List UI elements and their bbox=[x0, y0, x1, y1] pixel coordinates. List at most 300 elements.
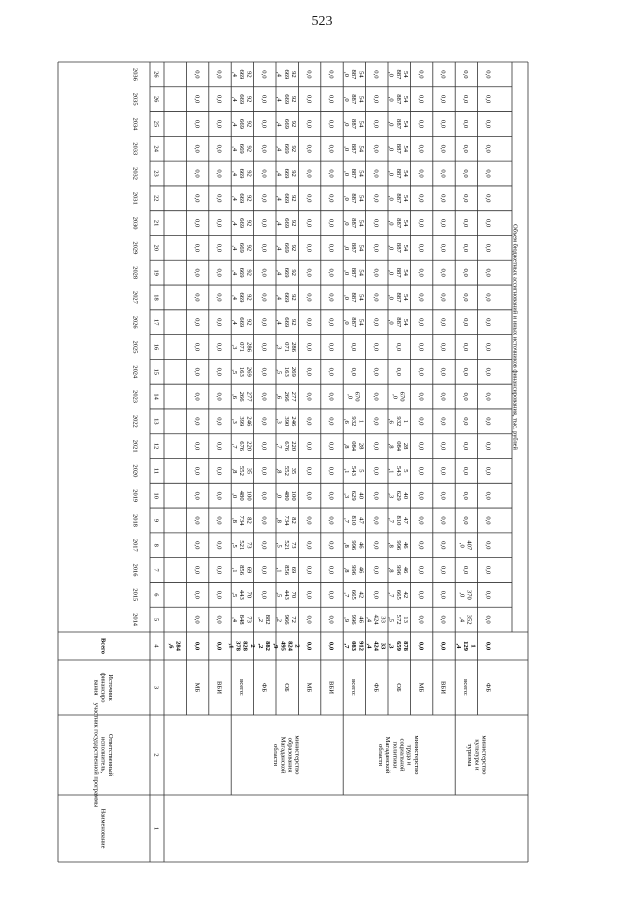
cell-value-4-2029 bbox=[261, 244, 268, 253]
svg-text:3: 3 bbox=[152, 685, 160, 690]
svg-text:572: 572 bbox=[394, 614, 402, 625]
cell-value-7-2014 bbox=[328, 615, 335, 624]
svg-text:887: 887 bbox=[350, 292, 358, 303]
svg-text:0,0: 0,0 bbox=[305, 516, 313, 525]
svg-text:163: 163 bbox=[282, 366, 290, 377]
svg-text:МБ: МБ bbox=[305, 682, 313, 693]
cell-value-13-2019 bbox=[462, 492, 469, 501]
cell-value-1-2032 bbox=[193, 169, 200, 178]
svg-text:0,0: 0,0 bbox=[462, 392, 470, 401]
cell-value-3-2019 bbox=[231, 491, 252, 502]
cell-value-6-2032 bbox=[305, 169, 312, 178]
svg-text:669: 669 bbox=[282, 69, 290, 80]
svg-text:0,0: 0,0 bbox=[327, 169, 335, 178]
svg-text:495: 495 bbox=[279, 641, 287, 651]
cell-value-8-2026 bbox=[343, 317, 364, 328]
svg-text:,0: ,0 bbox=[342, 220, 350, 226]
svg-text:,5: ,5 bbox=[387, 617, 395, 623]
svg-text:92: 92 bbox=[245, 318, 253, 326]
svg-text:54: 54 bbox=[357, 71, 365, 78]
svg-text:,0: ,0 bbox=[387, 171, 395, 176]
svg-text:,4: ,4 bbox=[275, 146, 283, 152]
svg-text:,8: ,8 bbox=[342, 567, 350, 573]
cell-value-10-2035 bbox=[388, 94, 409, 105]
cell-value-3-2021 bbox=[231, 441, 252, 452]
cell-value-14-2030 bbox=[485, 219, 492, 228]
svg-text:72: 72 bbox=[290, 616, 298, 623]
svg-text:0,0: 0,0 bbox=[462, 70, 470, 79]
svg-text:669: 669 bbox=[282, 119, 290, 129]
svg-text:669: 669 bbox=[238, 94, 246, 105]
svg-text:0,0: 0,0 bbox=[417, 342, 425, 352]
svg-text:0,0: 0,0 bbox=[417, 565, 425, 575]
svg-text:932: 932 bbox=[394, 416, 402, 427]
cell-value-6-2014 bbox=[305, 615, 312, 624]
svg-text:100: 100 bbox=[290, 490, 298, 501]
svg-text:,0: ,0 bbox=[342, 146, 350, 152]
svg-text:0,0: 0,0 bbox=[260, 169, 268, 178]
svg-text:0,0: 0,0 bbox=[484, 293, 492, 302]
cell-value-13-2035 bbox=[462, 95, 469, 104]
svg-text:0,0: 0,0 bbox=[372, 218, 380, 228]
svg-text:0,0: 0,0 bbox=[439, 565, 447, 575]
cell-value-6-2033 bbox=[305, 145, 312, 154]
svg-text:0,0: 0,0 bbox=[215, 293, 223, 302]
svg-text:,2: ,2 bbox=[256, 617, 264, 623]
svg-text:,8: ,8 bbox=[387, 443, 395, 449]
svg-text:ФБ: ФБ bbox=[484, 683, 492, 692]
total-value-7 bbox=[328, 642, 335, 651]
svg-text:932: 932 bbox=[350, 416, 358, 427]
cell-value-11-2031 bbox=[417, 194, 424, 203]
svg-text:665: 665 bbox=[350, 589, 358, 600]
svg-text:92: 92 bbox=[290, 318, 298, 326]
svg-text:0,0: 0,0 bbox=[417, 641, 425, 651]
column-number-17 bbox=[153, 319, 160, 326]
svg-text:521: 521 bbox=[282, 540, 290, 551]
cell-value-1-2028 bbox=[193, 269, 200, 278]
cell-value-8-2032 bbox=[343, 169, 364, 180]
cell-value-4-2035 bbox=[261, 95, 268, 104]
svg-text:92: 92 bbox=[290, 71, 298, 78]
svg-text:82: 82 bbox=[245, 517, 253, 524]
cell-value-1-2024 bbox=[193, 368, 200, 377]
svg-text:25: 25 bbox=[152, 120, 160, 128]
column-number-6 bbox=[153, 593, 160, 596]
svg-text:46: 46 bbox=[402, 566, 410, 574]
svg-text:0,0: 0,0 bbox=[462, 367, 470, 376]
cell-value-1-2015 bbox=[193, 591, 200, 600]
cell-value-13-2027 bbox=[462, 293, 469, 302]
svg-text:92: 92 bbox=[245, 219, 253, 227]
cell-value-14-2015 bbox=[485, 591, 492, 600]
cell-value-1-2017 bbox=[193, 541, 200, 550]
cell-value-9-2017 bbox=[373, 541, 380, 550]
svg-text:996: 996 bbox=[394, 565, 402, 575]
svg-text:0,0: 0,0 bbox=[484, 590, 492, 599]
cell-value-5-2018 bbox=[276, 516, 297, 527]
cell-value-2-2035 bbox=[216, 95, 223, 104]
svg-text:887: 887 bbox=[350, 168, 358, 179]
funding-source-5 bbox=[283, 683, 290, 692]
svg-text:46: 46 bbox=[357, 616, 365, 623]
cell-value-11-2015 bbox=[417, 591, 424, 600]
year-header-2026 bbox=[132, 316, 139, 329]
svg-text:,1: ,1 bbox=[275, 567, 283, 573]
svg-text:0,0: 0,0 bbox=[193, 491, 201, 500]
svg-text:,4: ,4 bbox=[458, 617, 466, 623]
svg-text:2014: 2014 bbox=[131, 613, 139, 626]
svg-text:0,0: 0,0 bbox=[462, 466, 470, 476]
svg-text:0,0: 0,0 bbox=[350, 342, 358, 352]
svg-text:887: 887 bbox=[394, 193, 402, 204]
svg-text:887: 887 bbox=[350, 218, 358, 229]
svg-text:54: 54 bbox=[357, 170, 365, 177]
svg-text:0,0: 0,0 bbox=[215, 392, 223, 401]
total-value-10 bbox=[388, 641, 409, 652]
svg-text:0,0: 0,0 bbox=[305, 268, 313, 277]
svg-text:,0: ,0 bbox=[342, 245, 350, 251]
svg-text:996: 996 bbox=[394, 540, 402, 551]
svg-text:,8: ,8 bbox=[230, 518, 238, 523]
svg-text:0,0: 0,0 bbox=[260, 70, 268, 79]
svg-text:676: 676 bbox=[282, 441, 290, 452]
svg-text:0,0: 0,0 bbox=[305, 318, 313, 327]
cell-value-3-2030 bbox=[231, 218, 252, 229]
cell-value-12-2033 bbox=[440, 145, 447, 154]
cell-value-3-2027 bbox=[231, 292, 252, 303]
svg-text:54: 54 bbox=[357, 294, 365, 301]
year-header-2014 bbox=[132, 613, 139, 627]
svg-text:0,0: 0,0 bbox=[372, 70, 380, 79]
svg-text:0,0: 0,0 bbox=[327, 144, 335, 153]
cell-value-3-2020 bbox=[231, 466, 252, 476]
svg-text:2: 2 bbox=[152, 753, 160, 757]
svg-text:47: 47 bbox=[402, 517, 410, 524]
svg-text:0,0: 0,0 bbox=[462, 293, 470, 302]
cell-value-13-2034 bbox=[462, 120, 469, 129]
cell-value-14-2016 bbox=[485, 566, 492, 575]
svg-text:0,0: 0,0 bbox=[372, 367, 380, 376]
cell-value-14-2028 bbox=[485, 269, 492, 278]
funding-source-2 bbox=[216, 681, 223, 694]
svg-text:,8: ,8 bbox=[275, 468, 283, 474]
svg-text:084: 084 bbox=[394, 441, 402, 452]
svg-text:828: 828 bbox=[241, 641, 249, 651]
cell-value-10-2028 bbox=[388, 268, 409, 279]
svg-text:0,0: 0,0 bbox=[372, 491, 380, 500]
svg-text:071: 071 bbox=[238, 342, 246, 352]
svg-text:887: 887 bbox=[394, 317, 402, 328]
svg-text:0,0: 0,0 bbox=[327, 442, 335, 451]
svg-text:0,0: 0,0 bbox=[439, 194, 447, 203]
svg-text:,4: ,4 bbox=[275, 171, 283, 176]
svg-text:0,0: 0,0 bbox=[417, 590, 425, 599]
svg-text:,4: ,4 bbox=[230, 171, 238, 176]
svg-text:,8: ,8 bbox=[342, 542, 350, 548]
cell-value-9-2023 bbox=[373, 392, 380, 401]
cell-value-11-2025 bbox=[417, 343, 424, 352]
svg-text:0,0: 0,0 bbox=[327, 243, 335, 252]
svg-text:480: 480 bbox=[238, 490, 246, 501]
cell-value-6-2030 bbox=[305, 219, 312, 228]
cell-value-10-2031 bbox=[388, 193, 409, 204]
svg-text:0,0: 0,0 bbox=[305, 615, 313, 624]
svg-text:,0: ,0 bbox=[346, 394, 354, 400]
cell-value-7-2020 bbox=[328, 467, 335, 476]
svg-text:0,0: 0,0 bbox=[372, 144, 380, 153]
cell-value-4-2030 bbox=[261, 219, 268, 228]
svg-text:0,0: 0,0 bbox=[215, 641, 223, 651]
svg-text:0,0: 0,0 bbox=[327, 541, 335, 550]
svg-text:,6: ,6 bbox=[167, 643, 175, 649]
svg-text:2025: 2025 bbox=[131, 340, 139, 354]
svg-text:887: 887 bbox=[394, 242, 402, 253]
svg-text:0,0: 0,0 bbox=[193, 169, 201, 178]
total-column-header bbox=[100, 638, 107, 654]
cell-value-7-2026 bbox=[328, 318, 335, 327]
svg-text:669: 669 bbox=[238, 143, 246, 154]
svg-text:,8: ,8 bbox=[275, 518, 283, 523]
svg-text:0,0: 0,0 bbox=[193, 119, 201, 129]
svg-text:669: 669 bbox=[238, 119, 246, 129]
svg-text:,6: ,6 bbox=[342, 418, 350, 424]
cell-value-3-2033 bbox=[231, 144, 252, 155]
svg-text:,4: ,4 bbox=[365, 643, 373, 649]
svg-text:5: 5 bbox=[357, 469, 365, 473]
svg-text:ВБИ: ВБИ bbox=[439, 681, 447, 694]
svg-text:0,0: 0,0 bbox=[462, 144, 470, 153]
cell-value-1-2025 bbox=[193, 343, 200, 352]
svg-text:2030: 2030 bbox=[131, 216, 139, 230]
column-number-18 bbox=[153, 294, 160, 300]
svg-text:24: 24 bbox=[152, 145, 160, 152]
cell-value-5-2034 bbox=[276, 119, 297, 130]
svg-text:286: 286 bbox=[245, 342, 253, 352]
svg-text:образования: образования bbox=[286, 737, 294, 773]
svg-text:734: 734 bbox=[282, 515, 290, 526]
cell-value-6-2021 bbox=[305, 442, 312, 451]
svg-text:,4: ,4 bbox=[365, 617, 373, 623]
svg-text:887: 887 bbox=[394, 292, 402, 303]
svg-text:54: 54 bbox=[402, 170, 410, 177]
cell-value-10-2032 bbox=[388, 169, 409, 180]
cell-value-14-2034 bbox=[485, 120, 492, 129]
cell-value-4-2021 bbox=[261, 442, 268, 451]
year-header-2024 bbox=[132, 365, 139, 379]
cell-value-9-2029 bbox=[373, 244, 380, 253]
svg-text:,0: ,0 bbox=[387, 121, 395, 127]
cell-value-6-2017 bbox=[305, 541, 312, 550]
svg-text:0,0: 0,0 bbox=[193, 565, 201, 575]
svg-text:Наименование: Наименование bbox=[99, 808, 107, 849]
cell-value-2-2032 bbox=[216, 169, 223, 178]
cell-value-1-2014 bbox=[193, 615, 200, 624]
svg-text:0,0: 0,0 bbox=[372, 318, 380, 327]
svg-text:социальной: социальной bbox=[398, 738, 406, 772]
svg-text:0,0: 0,0 bbox=[215, 144, 223, 153]
svg-text:0,0: 0,0 bbox=[260, 194, 268, 203]
cell-value-13-2014 bbox=[459, 615, 473, 625]
svg-text:0,0: 0,0 bbox=[439, 95, 447, 104]
svg-text:0,0: 0,0 bbox=[193, 342, 201, 352]
svg-text:0,0: 0,0 bbox=[439, 466, 447, 476]
cell-value-1-2030 bbox=[193, 219, 200, 228]
svg-text:,0: ,0 bbox=[387, 146, 395, 152]
svg-text:0,0: 0,0 bbox=[215, 417, 223, 426]
svg-text:,4: ,4 bbox=[230, 96, 238, 102]
svg-text:0,0: 0,0 bbox=[305, 417, 313, 426]
svg-text:887: 887 bbox=[394, 267, 402, 278]
year-header-2034 bbox=[132, 118, 139, 132]
cell-value-3-2026 bbox=[231, 317, 252, 328]
svg-text:0,0: 0,0 bbox=[215, 119, 223, 129]
svg-text:0,0: 0,0 bbox=[372, 516, 380, 525]
svg-text:46: 46 bbox=[357, 566, 365, 574]
cell-value-7-2022 bbox=[328, 417, 335, 426]
svg-text:669: 669 bbox=[282, 292, 290, 303]
svg-text:100: 100 bbox=[245, 490, 253, 501]
svg-text:0,0: 0,0 bbox=[462, 516, 470, 525]
svg-text:0,0: 0,0 bbox=[260, 541, 268, 550]
svg-text:26: 26 bbox=[152, 95, 160, 103]
svg-text:,3: ,3 bbox=[342, 493, 350, 499]
svg-text:73: 73 bbox=[245, 541, 253, 549]
svg-text:10: 10 bbox=[152, 492, 160, 499]
svg-text:0,0: 0,0 bbox=[484, 466, 492, 476]
svg-text:14: 14 bbox=[152, 393, 160, 400]
svg-text:,5: ,5 bbox=[230, 592, 238, 598]
total-value-11 bbox=[417, 642, 424, 651]
cell-value-9-2019 bbox=[373, 492, 380, 501]
svg-text:0,0: 0,0 bbox=[484, 70, 492, 79]
svg-text:54: 54 bbox=[357, 145, 365, 153]
cell-value-14-2031 bbox=[485, 194, 492, 203]
svg-text:ОБ: ОБ bbox=[282, 683, 290, 692]
svg-text:92: 92 bbox=[290, 170, 298, 177]
column-number-26 bbox=[153, 71, 160, 77]
svg-text:18: 18 bbox=[152, 294, 160, 301]
svg-text:92: 92 bbox=[290, 95, 298, 103]
svg-text:,4: ,4 bbox=[275, 96, 283, 102]
svg-text:163: 163 bbox=[238, 366, 246, 377]
cell-value-13-2028 bbox=[462, 269, 469, 278]
cell-value-14-2027 bbox=[485, 293, 492, 302]
cell-value-8-2020 bbox=[343, 466, 364, 477]
svg-text:2020: 2020 bbox=[131, 464, 139, 478]
svg-text:0,0: 0,0 bbox=[193, 268, 201, 277]
svg-text:0,0: 0,0 bbox=[484, 243, 492, 252]
svg-text:543: 543 bbox=[350, 465, 358, 476]
svg-text:352: 352 bbox=[465, 614, 473, 625]
svg-text:0,0: 0,0 bbox=[193, 541, 201, 550]
svg-text:0,0: 0,0 bbox=[484, 392, 492, 401]
svg-text:2024: 2024 bbox=[131, 365, 139, 379]
svg-text:92: 92 bbox=[290, 145, 298, 153]
svg-text:7: 7 bbox=[152, 568, 160, 572]
cell-value-12-2021 bbox=[440, 442, 447, 451]
cell-value-7-2027 bbox=[328, 293, 335, 302]
svg-text:0,0: 0,0 bbox=[439, 541, 447, 550]
svg-text:,7: ,7 bbox=[342, 592, 350, 598]
cell-value-3-2031 bbox=[231, 193, 252, 204]
cell-value-9-2021 bbox=[373, 442, 380, 451]
cell-value-8-2033 bbox=[343, 144, 364, 155]
funding-source-6 bbox=[305, 683, 312, 693]
svg-text:0,0: 0,0 bbox=[439, 590, 447, 599]
cell-value-13-2022 bbox=[462, 417, 469, 426]
svg-text:669: 669 bbox=[282, 143, 290, 154]
funding-source-11 bbox=[417, 683, 424, 693]
svg-text:734: 734 bbox=[238, 515, 246, 526]
svg-text:0,0: 0,0 bbox=[193, 144, 201, 153]
svg-text:996: 996 bbox=[350, 540, 358, 551]
svg-text:,5: ,5 bbox=[275, 592, 283, 598]
svg-text:,4: ,4 bbox=[275, 71, 283, 77]
svg-text:0,0: 0,0 bbox=[215, 95, 223, 104]
cell-value-9-2033 bbox=[373, 145, 380, 154]
svg-text:,0: ,0 bbox=[387, 319, 395, 325]
cell-value-3-2025 bbox=[231, 342, 252, 353]
svg-text:0,0: 0,0 bbox=[260, 516, 268, 525]
svg-text:0,0: 0,0 bbox=[417, 541, 425, 550]
svg-text:0,0: 0,0 bbox=[462, 442, 470, 451]
svg-text:552: 552 bbox=[238, 465, 246, 476]
cell-value-2-2016 bbox=[216, 566, 223, 575]
year-header-2029 bbox=[132, 241, 139, 254]
svg-text:92: 92 bbox=[245, 95, 253, 103]
svg-text:0,0: 0,0 bbox=[327, 95, 335, 104]
cell-value-6-2029 bbox=[305, 244, 312, 253]
cell-value-6-2022 bbox=[305, 417, 312, 426]
cell-value-14-2026 bbox=[485, 318, 492, 327]
column-number-4 bbox=[153, 644, 160, 648]
cell-value-5-2025 bbox=[276, 342, 297, 353]
cell-value-5-2035 bbox=[276, 94, 297, 105]
cell-value-7-2025 bbox=[328, 343, 335, 352]
column-number-11 bbox=[153, 468, 160, 474]
year-header-2032 bbox=[132, 167, 139, 180]
svg-text:9: 9 bbox=[152, 518, 160, 523]
column-number-24 bbox=[153, 146, 160, 153]
cell-value-1-2035 bbox=[193, 95, 200, 104]
svg-text:Источник: Источник bbox=[106, 674, 114, 701]
cell-value-13-2017 bbox=[459, 540, 473, 551]
svg-text:0,0: 0,0 bbox=[372, 95, 380, 104]
svg-text:0,0: 0,0 bbox=[439, 442, 447, 451]
svg-text:всего:: всего: bbox=[350, 679, 358, 696]
svg-text:0,0: 0,0 bbox=[439, 417, 447, 426]
svg-text:882: 882 bbox=[264, 614, 272, 625]
svg-text:220: 220 bbox=[290, 441, 298, 452]
svg-text:0,0: 0,0 bbox=[260, 218, 268, 228]
svg-text:92: 92 bbox=[245, 294, 253, 301]
cell-value-5-2022 bbox=[276, 416, 297, 427]
svg-text:2017: 2017 bbox=[131, 538, 139, 552]
svg-text:0,0: 0,0 bbox=[439, 367, 447, 376]
svg-text:0,0: 0,0 bbox=[193, 318, 201, 327]
svg-text:629: 629 bbox=[394, 490, 402, 501]
cell-value-12-2026 bbox=[440, 318, 447, 327]
responsible-executor-13 bbox=[466, 736, 487, 776]
cell-value-5-2017 bbox=[276, 540, 297, 550]
column-number-3 bbox=[153, 686, 160, 689]
cell-value-13-2033 bbox=[462, 145, 469, 154]
total-value-6 bbox=[305, 642, 312, 651]
svg-text:0,0: 0,0 bbox=[462, 194, 470, 203]
svg-text:0,0: 0,0 bbox=[439, 218, 447, 228]
svg-text:54: 54 bbox=[357, 318, 365, 326]
